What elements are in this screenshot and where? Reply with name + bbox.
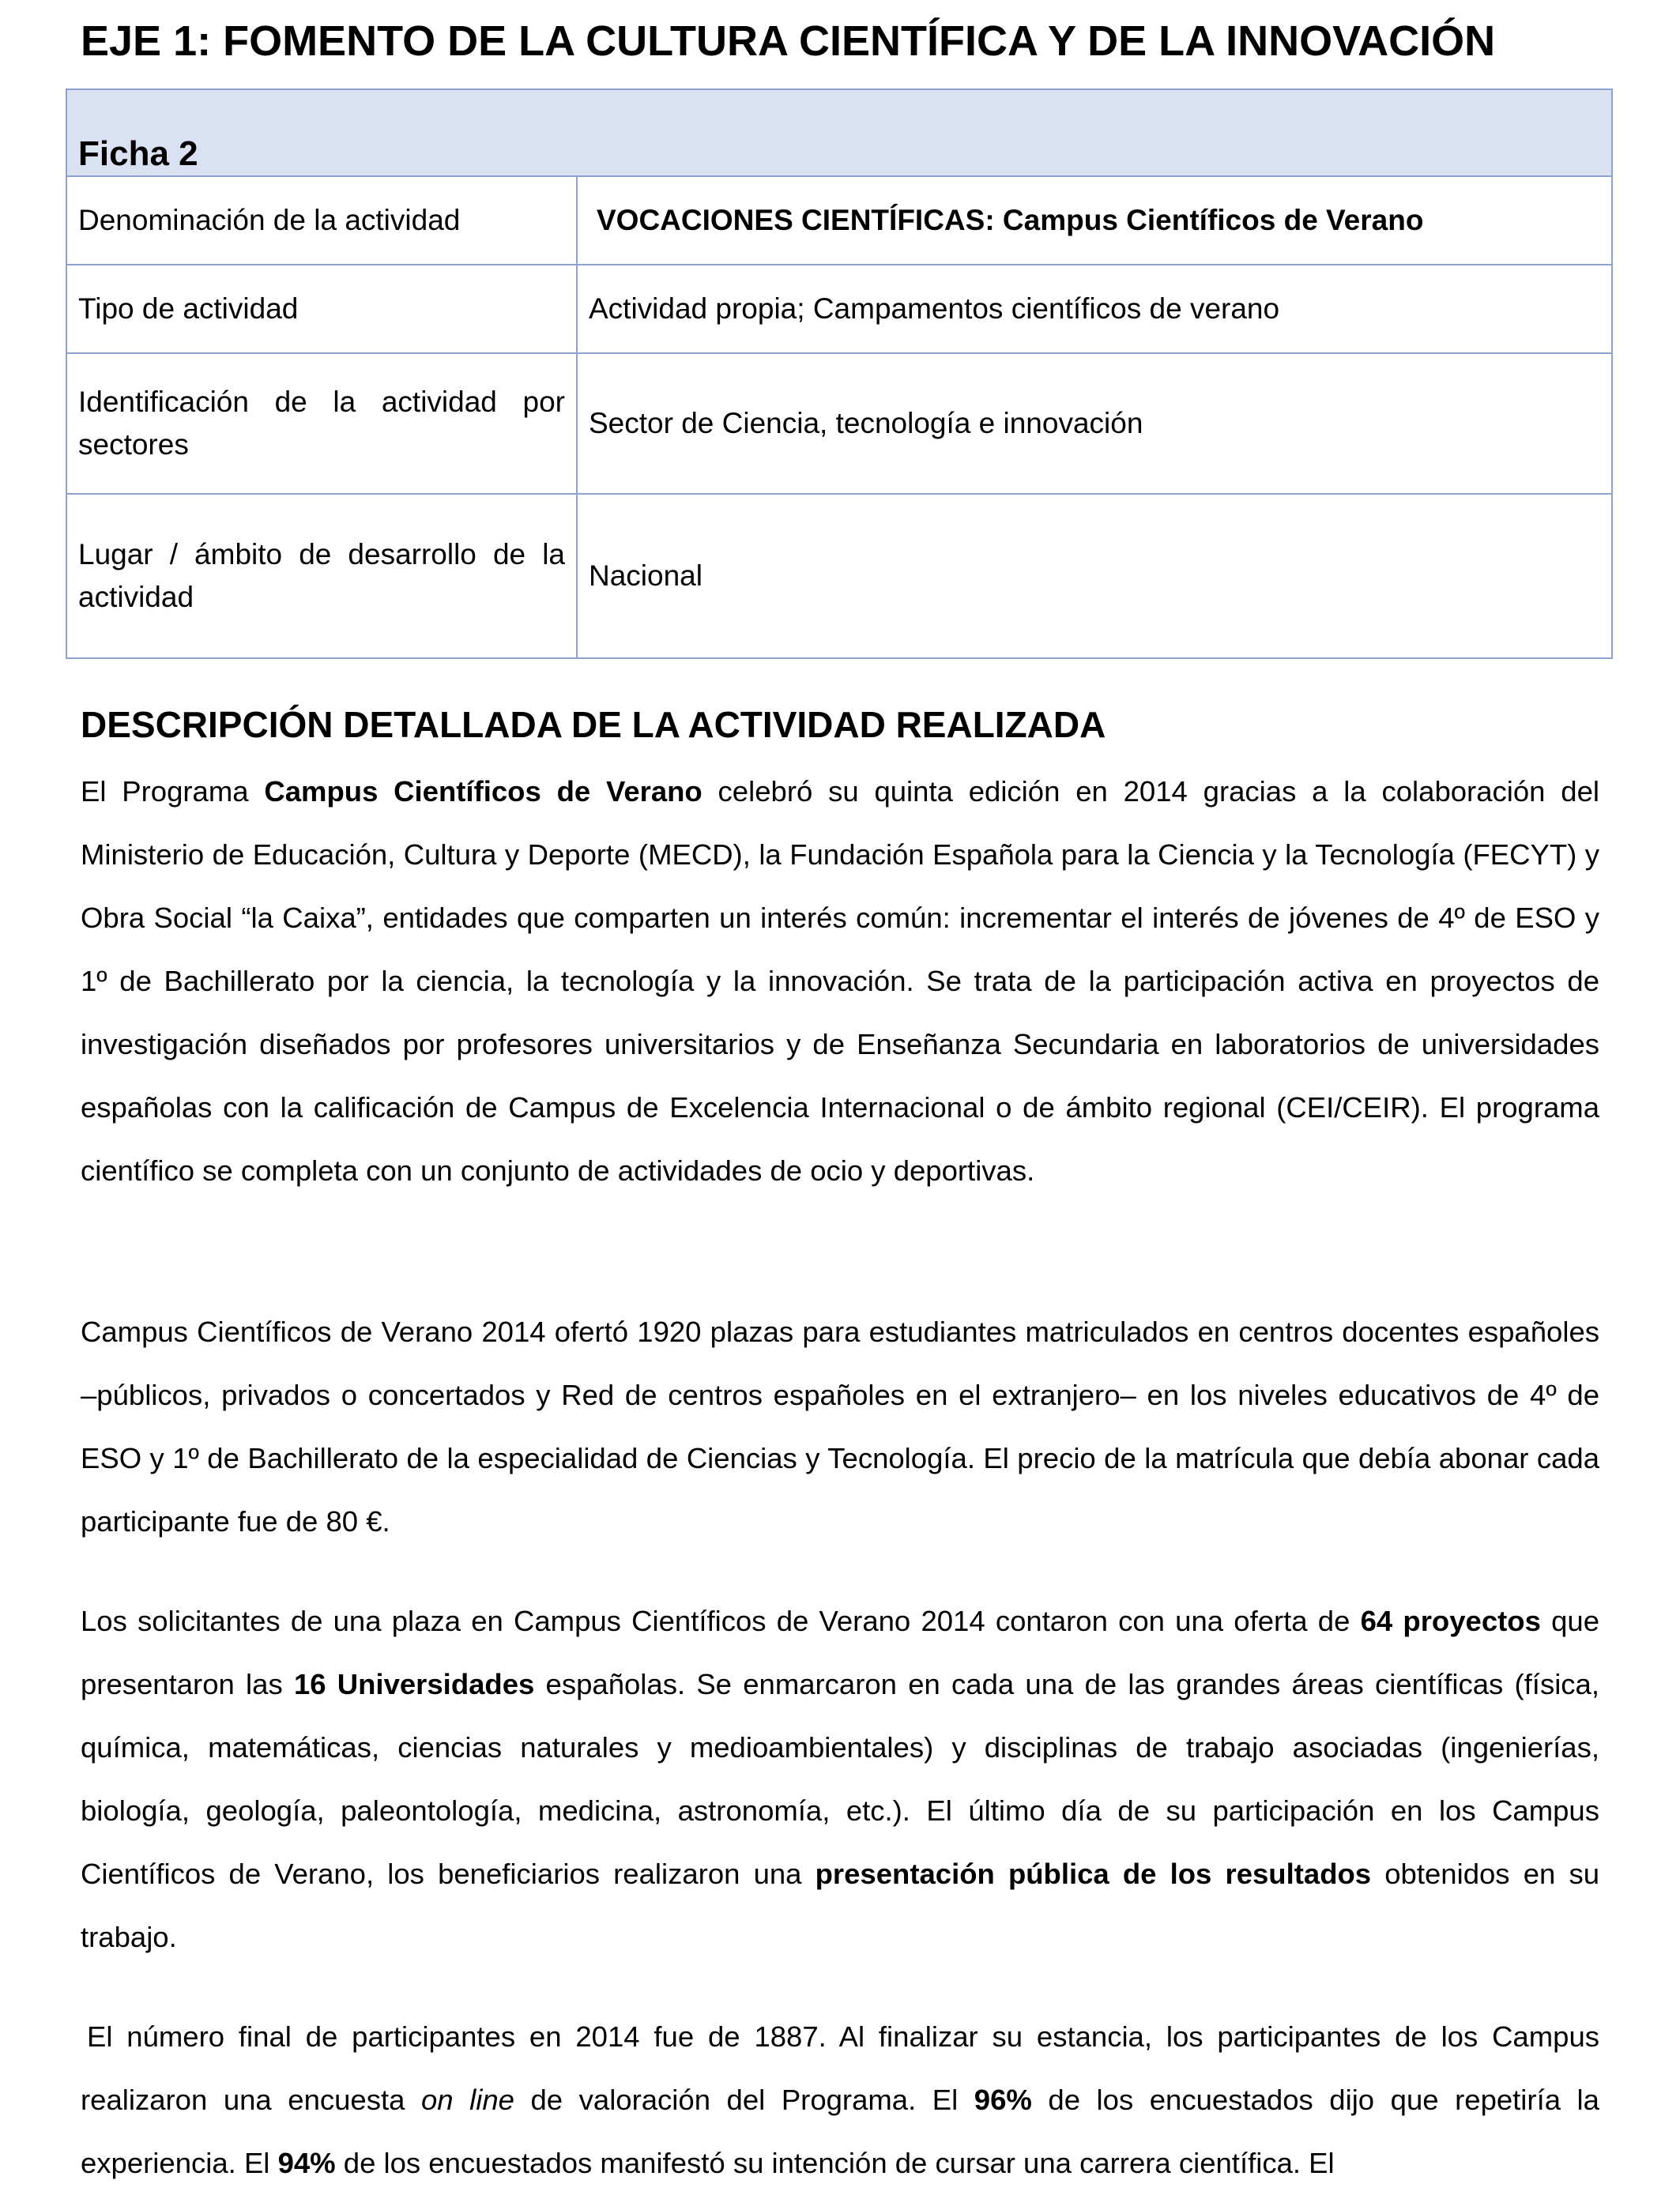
p3-text-e: españolas. Se enmarcaron en cada una de las grandes áreas científicas (física, química, matemáticas, ciencias naturales y medioambientales) y disciplinas de trabajo asociadas (ingenierías, biología, geología, paleontología, medicina, astronomía, etc.). El último día de su participación en los Campus Científicos de Verano, los beneficiarios realizaron una [81,1668,1599,1890]
p1-text-a: El Programa [81,775,265,808]
paragraph-3 [81,1590,1599,1969]
p3-text-a: Los solicitantes de una plaza en Campus Científicos de Verano 2014 contaron con una oferta de [81,1605,1361,1637]
row-label-denominacion: Denominación de la actividad [66,176,577,265]
row-value-denominacion: VOCACIONES CIENTÍFICAS: Campus Científicos de Verano [577,176,1612,265]
p4-text-e: de los encuestados dijo que repetiría la experiencia. El [81,2084,1599,2179]
p1-text-c: celebró su quinta edición en 2014 gracias a la colaboración del Ministerio de Educación, Cultura y Deporte (MECD), la Fundación Española para la Ciencia y la Tecnología (FECYT) y Obra Social “la Caixa”, entidades que comparten un interés común: incrementar el interés de jóvenes de 4º de ESO y 1º de Bachillerato por la ciencia, la tecnología y la innovación. Se trata de la participación activa en proyectos de investigación diseñados por profesores universitarios y de Enseñanza Secundaria en laboratorios de universidades españolas con la calificación de Campus de Excelencia Internacional o de ámbito regional (CEI/CEIR). El programa científico se completa con un conjunto de actividades de ocio y deportivas. [81,775,1599,1187]
ficha-table [66,88,1613,659]
p3-bold-universidades: 16 Universidades [293,1668,535,1700]
p4-text-c: de valoración del Programa. El [514,2084,974,2116]
row-value-sectores: Sector de Ciencia, tecnología e innovación [577,353,1612,494]
table-row [66,353,1612,494]
table-row [66,265,1612,353]
p4-bold-96: 96% [974,2084,1032,2116]
p3-text-c: que presentaron las [81,1605,1599,1700]
p3-bold-presentacion: presentación pública de los resultados [815,1858,1372,1890]
table-row [66,494,1612,658]
p3-bold-proyectos: 64 proyectos [1360,1605,1541,1637]
paragraph-1 [81,760,1599,1203]
p4-text-g: de los encuestados manifestó su intención de cursar una carrera científica. El [335,2147,1335,2179]
page-title: EJE 1: FOMENTO DE LA CULTURA CIENTÍFICA Y DE LA INNOVACIÓN [81,17,1496,65]
paragraph-4 [81,2005,1599,2195]
row-label-lugar: Lugar / ámbito de desarrollo de la actividad [66,494,577,658]
p3-text-g: obtenidos en su trabajo. [81,1858,1599,1953]
p4-bold-94: 94% [277,2147,336,2179]
row-value-tipo: Actividad propia; Campamentos científicos de verano [577,265,1612,353]
p4-italic-online: on line [420,2084,514,2116]
table-row [66,176,1612,265]
paragraph-2 [81,1301,1599,1553]
p4-text-a: El número final de participantes en 2014 fue de 1887. Al finalizar su estancia, los participantes de los Campus realizaron una encuesta [81,2020,1599,2116]
row-label-sectores: Identificación de la actividad por sectores [66,353,577,494]
ficha-header-row [66,89,1612,176]
row-label-tipo: Tipo de actividad [66,265,577,353]
row-value-lugar: Nacional [577,494,1612,658]
p2-text: Campus Científicos de Verano 2014 ofertó 1920 plazas para estudiantes matriculados en centros docentes españoles –públicos, privados o concertados y Red de centros españoles en el extranjero– en los niveles educativos de 4º de ESO y 1º de Bachillerato de la especialidad de Ciencias y Tecnología. El precio de la matrícula que debía abonar cada participante fue de 80 €. [81,1316,1599,1538]
p1-bold-program: Campus Científicos de Verano [264,775,703,808]
section-title: DESCRIPCIÓN DETALLADA DE LA ACTIVIDAD REALIZADA [81,704,1106,745]
ficha-title: Ficha 2 [66,89,1612,176]
